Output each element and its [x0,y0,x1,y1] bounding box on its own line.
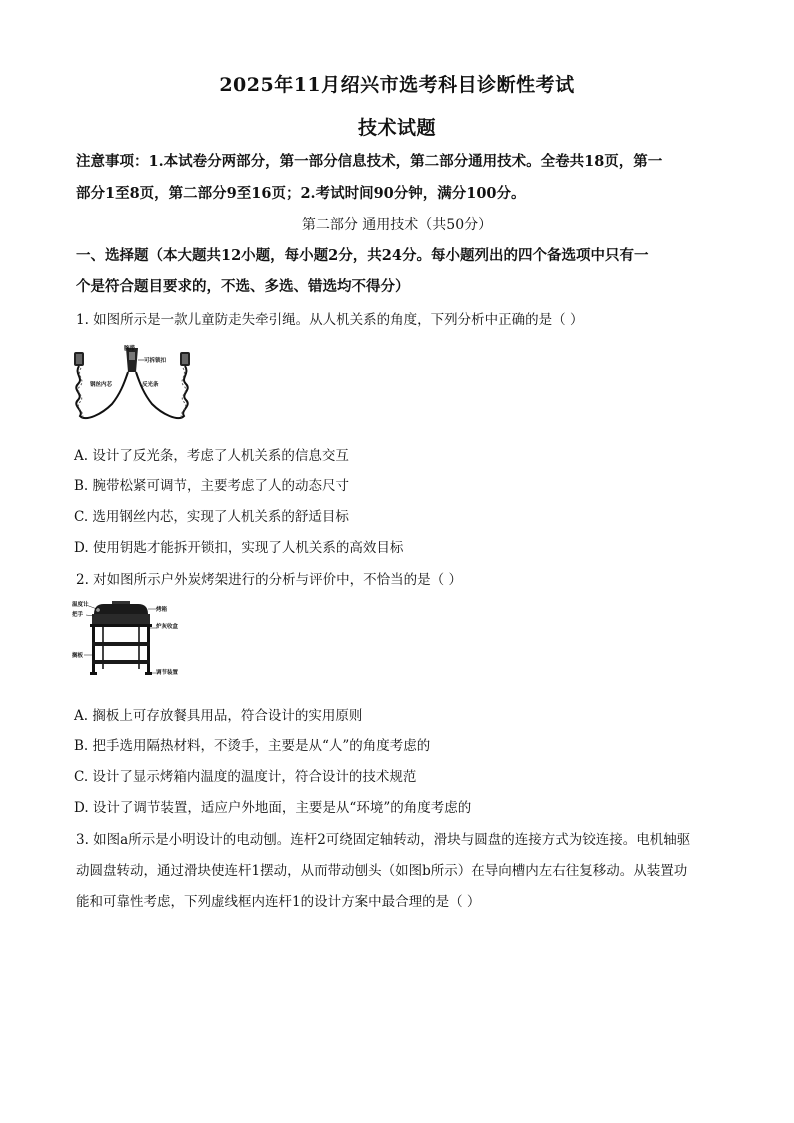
part1-heading-line-2: 个是符合题目要求的，不选、多选、错选均不得分） [76,278,410,295]
q2-label-handle: 把手 [72,612,84,618]
exam-title: 2025年11月绍兴市选考科目诊断性考试 [219,74,575,96]
q1-option-b: B. 腕带松紧可调节，主要考虑了人的动态尺寸 [74,478,350,494]
q2-label-adjuster: 调节装置 [156,670,179,676]
q3-stem-line-1: 3. 如图a所示是小明设计的电动刨。连杆2可绕固定轴转动，滑块与圆盘的连接方式为铰连接。电机轴驱 [76,832,691,848]
q2-figure-grill [72,600,179,686]
q2-option-b: B. 把手选用隔热材料，不烫手，主要是从“人”的角度考虑的 [74,738,431,754]
q2-label-oven: 烤箱 [156,607,168,613]
q2-option-d: D. 设计了调节装置，适应户外地面，主要是从“环境”的角度考虑的 [74,800,472,816]
notice-line-1: 注意事项：1.本试卷分两部分，第一部分信息技术，第二部分通用技术。全卷共18页，第一 [76,153,663,170]
q1-label-reflective: 反光条 [142,382,159,388]
q2-option-c: C. 设计了显示烤箱内温度的温度计，符合设计的技术规范 [74,769,417,785]
section-title: 第二部分 通用技术（共50分） [301,217,493,233]
q2-label-ash-box: 炉灰收盒 [156,624,179,630]
q1-option-c: C. 选用钢丝内芯，实现了人机关系的舒适目标 [74,509,349,525]
q1-option-a: A. 设计了反光条，考虑了人机关系的信息交互 [74,448,349,464]
part1-heading-line-1: 一、选择题（本大题共12小题，每小题2分，共24分。每小题列出的四个备选项中只有一 [76,247,649,264]
q3-stem-line-3: 能和可靠性考虑，下列虚线框内连杆1的设计方案中最合理的是（ ） [76,894,481,910]
q1-option-d: D. 使用钥匙才能拆开锁扣，实现了人机关系的高效目标 [74,540,404,556]
q1-label-steel-core: 钢丝内芯 [90,382,113,388]
q1-label-wristband: 腕带 [124,346,136,352]
q1-stem: 1. 如图所示是一款儿童防走失牵引绳。从人机关系的角度，下列分析中正确的是（ ） [76,312,584,328]
q3-stem-line-2: 动圆盘转动，通过滑块使连杆1摆动，从而带动刨头（如图b所示）在导向槽内左右往复移动。从装置功 [76,863,688,879]
q2-label-thermometer: 温度计 [72,602,89,608]
q2-stem: 2. 对如图所示户外炭烤架进行的分析与评价中，不恰当的是（ ） [76,572,462,588]
q2-option-a: A. 搁板上可存放餐具用品，符合设计的实用原则 [74,708,363,724]
q1-figure-leash [72,344,194,424]
notice-line-2: 部分1至8页，第二部分9至16页；2.考试时间90分钟，满分100分。 [76,185,526,202]
q2-label-shelf: 搁板 [72,653,84,659]
q1-label-lock: 可拆锁扣 [144,358,167,364]
exam-subtitle: 技术试题 [357,117,436,139]
